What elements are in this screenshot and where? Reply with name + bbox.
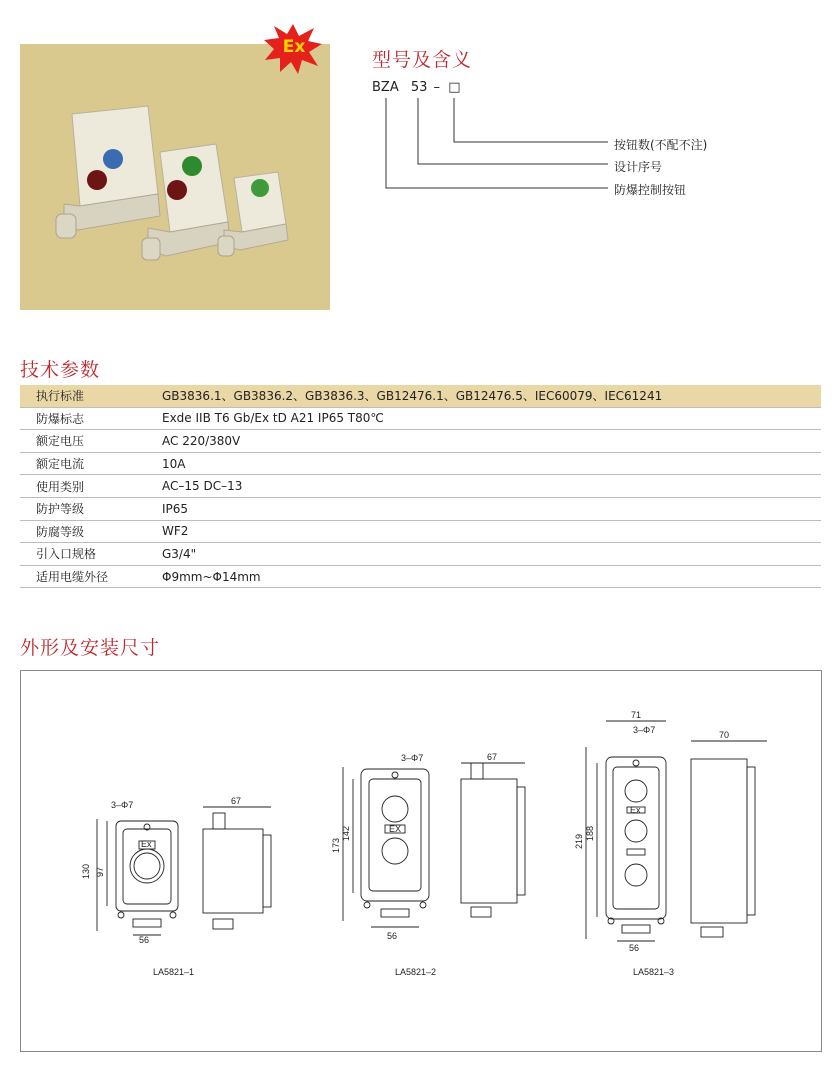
ex-badge-label: Ex [282, 37, 306, 57]
model-code [372, 80, 460, 95]
spec-value: G3/4" [148, 543, 821, 566]
drawing-1-side [203, 807, 271, 929]
spec-value: IP65 [148, 497, 821, 520]
meaning-product-type: 防爆控制按钮 [614, 183, 687, 197]
drawing-3-side [691, 741, 767, 937]
spec-key: 防爆标志 [20, 407, 148, 430]
drawing-2-height-inner: 142 [341, 825, 351, 841]
spec-table [20, 385, 821, 588]
table-row [20, 407, 821, 430]
drawing-2-front [343, 767, 429, 927]
button-box-2-holes [56, 106, 160, 238]
drawing-3-top-width: 71 [631, 710, 642, 720]
meaning-design-serial: 设计序号 [614, 160, 663, 174]
drawing-2-label: LA5821–2 [395, 967, 437, 977]
drawing-3-front [586, 721, 666, 941]
drawing-2-side [461, 763, 525, 917]
button-box-1-hole [218, 172, 288, 256]
spec-key: 适用电缆外径 [20, 565, 148, 588]
spec-key: 防护等级 [20, 497, 148, 520]
meaning-button-count: 按钮数(不配不注) [614, 138, 708, 152]
drawing-3-height-inner: 188 [585, 825, 595, 841]
table-row [20, 385, 821, 407]
spec-value: AC–15 DC–13 [148, 475, 821, 498]
table-row [20, 565, 821, 588]
spec-key: 使用类别 [20, 475, 148, 498]
table-row [20, 452, 821, 475]
model-code-box: □ [448, 80, 461, 95]
spec-value: WF2 [148, 520, 821, 543]
model-code-number: 53 [410, 80, 428, 95]
spec-value: Φ9mm~Φ14mm [148, 565, 821, 588]
dimension-drawings-frame [20, 670, 822, 1052]
spec-value: GB3836.1、GB3836.2、GB3836.3、GB12476.1、GB12476.5、IEC60079、IEC61241 [148, 385, 821, 407]
drawing-2-holes: 3–Φ7 [401, 753, 424, 763]
spec-key: 引入口规格 [20, 543, 148, 566]
drawing-1-label: LA5821–1 [153, 967, 195, 977]
drawing-1-front [97, 819, 178, 935]
spec-key: 防腐等级 [20, 520, 148, 543]
table-row [20, 543, 821, 566]
spec-value: Exde IIB T6 Gb/Ex tD A21 IP65 T80℃ [148, 407, 821, 430]
spec-value: AC 220/380V [148, 430, 821, 453]
drawing-1-holes: 3–Φ7 [111, 800, 134, 810]
drawing-1-width: 56 [139, 935, 150, 945]
drawing-3-label: LA5821–3 [633, 967, 675, 977]
model-section-title: 型号及含义 [372, 49, 473, 71]
spec-section-title: 技术参数 [20, 359, 101, 381]
drawing-2-plate: EX [389, 824, 402, 834]
dimensions-section-title: 外形及安装尺寸 [20, 637, 161, 659]
table-row [20, 430, 821, 453]
ex-badge [262, 22, 324, 76]
drawing-2-height-outer: 173 [331, 837, 341, 853]
drawing-3-width: 56 [629, 943, 640, 953]
drawing-1-height-outer: 130 [81, 863, 91, 879]
table-row [20, 520, 821, 543]
spec-key: 执行标准 [20, 385, 148, 407]
spec-key: 额定电流 [20, 452, 148, 475]
drawing-2-depth: 67 [487, 752, 498, 762]
table-row [20, 475, 821, 498]
product-photo [20, 44, 330, 310]
model-code-leader-lines [372, 96, 622, 206]
drawing-3-holes: 3–Φ7 [633, 725, 656, 735]
drawing-1-depth: 67 [231, 796, 242, 806]
model-code-dash: – [433, 80, 441, 95]
drawing-1-plate: Ex [141, 839, 152, 849]
drawing-3-depth: 70 [719, 730, 730, 740]
table-row [20, 497, 821, 520]
spec-value: 10A [148, 452, 821, 475]
drawing-3-plate: Ex [630, 805, 641, 815]
model-code-prefix: BZA [372, 80, 399, 95]
drawing-2-width: 56 [387, 931, 398, 941]
spec-key: 额定电压 [20, 430, 148, 453]
drawing-1-height-inner: 97 [95, 866, 105, 877]
drawing-3-height-outer: 219 [574, 833, 584, 849]
